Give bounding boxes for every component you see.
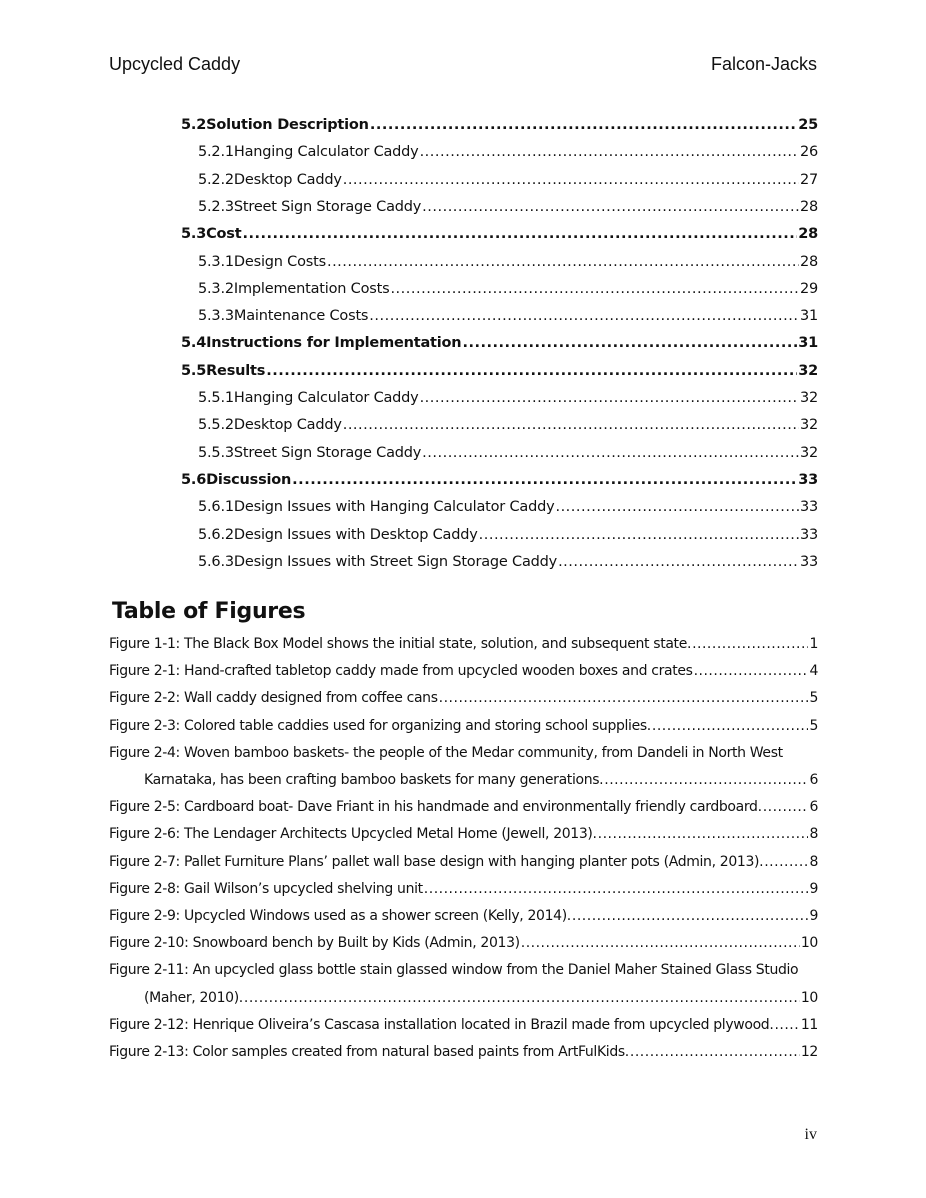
toc-entry-title: Cost: [206, 226, 242, 243]
toc-entry-title: Maintenance Costs: [233, 308, 369, 325]
toc-entry-title: Solution Description: [206, 117, 369, 133]
toc-entry[interactable]: [181, 226, 818, 246]
toc-entry-number: 5.5: [181, 362, 207, 379]
toc-leader-dots: [422, 199, 799, 215]
toc-leader-dots: [555, 499, 798, 515]
toc-entry[interactable]: [198, 199, 818, 219]
toc-entry-title: Design Issues with Desktop Caddy: [233, 526, 478, 543]
figure-entry-title: Figure 2-5: Cardboard boat- Dave Friant in his handmade and environmentally friendly cardboard.: [109, 799, 762, 816]
figure-entry-page: 9: [809, 908, 818, 924]
figure-entry-title: Figure 2-3: Colored table caddies used for organizing and storing school supplies.: [109, 717, 651, 734]
figure-leader-dots: [764, 854, 808, 870]
toc-entry-page: 33: [799, 499, 818, 516]
toc-leader-dots: [420, 390, 799, 406]
toc-entry-page: 25: [798, 117, 818, 133]
toc-entry-number: 5.2.1: [198, 144, 234, 161]
figure-entry[interactable]: [144, 772, 818, 788]
figure-entry-title: Figure 2-6: The Lendager Architects Upcycled Metal Home (Jewell, 2013).: [109, 826, 597, 843]
figure-entry-title: Figure 2-8: Gail Wilson’s upcycled shelving unit: [109, 880, 423, 897]
toc-entry[interactable]: [198, 499, 818, 519]
toc-entry-number: 5.5.2: [198, 417, 234, 434]
toc-entry-title: Street Sign Storage Caddy: [233, 198, 422, 215]
toc-entry-page: 32: [799, 417, 818, 434]
figure-leader-dots: [244, 990, 800, 1006]
toc-entry-page: 32: [799, 444, 818, 461]
figure-entry-page: 6: [809, 772, 818, 788]
figure-leader-dots: [604, 772, 808, 788]
page-number: iv: [804, 1126, 817, 1143]
toc-entry-number: 5.3.1: [198, 253, 234, 270]
toc-entry-title: Street Sign Storage Caddy: [233, 444, 422, 461]
figure-entry-page: 5: [809, 690, 818, 707]
toc-entry-title: Implementation Costs: [233, 280, 390, 297]
figure-leader-dots: [439, 690, 809, 706]
figure-entry-page: 6: [809, 799, 818, 816]
figure-entry[interactable]: [109, 1017, 818, 1033]
toc-leader-dots: [558, 554, 799, 570]
figure-leader-dots: [692, 636, 808, 652]
figure-entry-page: 9: [809, 880, 818, 897]
toc-entry-page: 33: [799, 526, 818, 543]
table-of-figures-heading: Table of Figures: [112, 599, 306, 624]
figure-leader-dots: [694, 663, 809, 679]
toc-entry[interactable]: [181, 472, 818, 492]
page-header-left: Upcycled Caddy: [109, 54, 241, 74]
toc-entry-number: 5.5.1: [198, 390, 234, 406]
toc-leader-dots: [390, 281, 798, 297]
figure-entry-page: 11: [800, 1016, 818, 1033]
toc-entry-number: 5.2.2: [198, 171, 234, 188]
figure-entry[interactable]: [109, 854, 818, 870]
figure-entry-page: 1: [809, 636, 818, 652]
figure-entry[interactable]: [109, 908, 818, 924]
figure-entry[interactable]: [109, 935, 818, 951]
figure-entry-title: Figure 1-1: The Black Box Model shows the initial state, solution, and subsequent state.: [109, 636, 692, 652]
toc-entry-title: Desktop Caddy: [233, 417, 342, 434]
figure-entry[interactable]: [109, 718, 818, 734]
figure-leader-dots: [424, 881, 809, 897]
figure-entry-title[interactable]: Figure 2-11: An upcycled glass bottle stain glassed window from the Daniel Maher Stained Glass Studio: [109, 962, 799, 979]
toc-entry[interactable]: [198, 308, 818, 328]
toc-leader-dots: [370, 117, 797, 133]
figure-entry-title: Figure 2-9: Upcycled Windows used as a shower screen (Kelly, 2014).: [109, 908, 571, 924]
figure-entry-page: 10: [800, 989, 818, 1006]
toc-entry-page: 33: [799, 553, 818, 570]
toc-entry-page: 28: [798, 226, 818, 243]
toc-leader-dots: [369, 308, 799, 324]
toc-leader-dots: [242, 226, 797, 242]
toc-entry[interactable]: [198, 390, 818, 410]
figure-entry[interactable]: [109, 881, 818, 897]
toc-entry-number: 5.2: [181, 117, 207, 133]
toc-entry-title: Discussion: [206, 471, 292, 488]
figure-entry-page: 8: [809, 853, 818, 870]
toc-entry-page: 28: [799, 253, 818, 270]
figure-leader-dots: [763, 799, 809, 815]
figure-entry-title: Figure 2-1: Hand-crafted tabletop caddy made from upcycled wooden boxes and crates: [109, 663, 693, 680]
toc-entry[interactable]: [198, 281, 818, 301]
figure-entry[interactable]: [109, 636, 818, 652]
figure-leader-dots: [572, 908, 809, 924]
toc-entry[interactable]: [198, 527, 818, 547]
toc-entry-number: 5.5.3: [198, 444, 234, 461]
toc-entry-number: 5.6.3: [198, 553, 234, 570]
toc-entry[interactable]: [198, 445, 818, 465]
toc-entry-number: 5.6: [181, 471, 207, 488]
toc-leader-dots: [422, 445, 799, 461]
toc-entry-page: 29: [799, 280, 818, 297]
figure-entry[interactable]: [109, 690, 818, 706]
figure-entry-page: 10: [800, 935, 818, 952]
toc-leader-dots: [343, 172, 799, 188]
toc-entry-page: 27: [799, 171, 818, 188]
toc-entry-title: Design Issues with Street Sign Storage Caddy: [233, 553, 558, 570]
toc-entry[interactable]: [198, 144, 818, 164]
figure-leader-dots: [774, 1017, 799, 1033]
figure-entry-title: Karnataka, has been crafting bamboo baskets for many generations.: [144, 772, 604, 788]
toc-entry-number: 5.4: [181, 335, 207, 352]
figure-leader-dots: [630, 1044, 800, 1060]
toc-leader-dots: [479, 527, 799, 543]
toc-entry-page: 32: [798, 362, 818, 379]
toc-entry[interactable]: [181, 363, 818, 383]
toc-entry-title: Design Issues with Hanging Calculator Caddy: [233, 499, 555, 516]
figure-entry-title: Figure 2-7: Pallet Furniture Plans’ pallet wall base design with hanging planter pots (Admin, 2013).: [109, 853, 764, 870]
toc-entry-page: 31: [799, 308, 818, 325]
toc-entry[interactable]: [198, 417, 818, 437]
toc-leader-dots: [327, 254, 799, 270]
toc-entry-page: 32: [799, 390, 818, 406]
figure-entry-page: 8: [809, 826, 818, 843]
figure-entry[interactable]: [109, 1044, 818, 1060]
page-header-right: Falcon-Jacks: [710, 54, 817, 74]
toc-entry-title: Hanging Calculator Caddy: [233, 144, 419, 161]
toc-entry-number: 5.3.2: [198, 280, 234, 297]
figure-leader-dots: [598, 826, 809, 842]
figure-entry-title: Figure 2-13: Color samples created from natural based paints from ArtFulKids.: [109, 1044, 629, 1060]
toc-entry-title: Results: [206, 362, 266, 379]
toc-entry[interactable]: [181, 117, 818, 137]
toc-entry-number: 5.2.3: [198, 198, 234, 215]
figure-entry-page: 12: [800, 1044, 818, 1060]
figure-entry[interactable]: [109, 663, 818, 679]
toc-entry[interactable]: [181, 335, 818, 355]
toc-entry-title: Instructions for Implementation: [206, 335, 462, 352]
toc-entry-title: Design Costs: [233, 253, 326, 270]
toc-entry-page: 31: [798, 335, 818, 352]
figure-entry[interactable]: [109, 799, 818, 815]
figure-entry-title: (Maher, 2010).: [144, 989, 243, 1006]
toc-leader-dots: [266, 363, 797, 379]
toc-entry-title: Desktop Caddy: [233, 171, 342, 188]
toc-leader-dots: [462, 335, 797, 351]
toc-entry-number: 5.3: [181, 226, 207, 243]
toc-entry[interactable]: [198, 554, 818, 574]
toc-leader-dots: [343, 417, 799, 433]
toc-entry-page: 26: [799, 144, 818, 161]
figure-entry[interactable]: [109, 826, 818, 842]
figure-entry-title: Figure 2-12: Henrique Oliveira’s Cascasa installation located in Brazil made from upcycled plywood.: [109, 1016, 774, 1033]
figure-entry-title: Figure 2-10: Snowboard bench by Built by Kids (Admin, 2013): [109, 935, 520, 952]
figure-entry[interactable]: [144, 990, 818, 1006]
toc-entry-number: 5.3.3: [198, 308, 234, 325]
toc-entry[interactable]: [198, 254, 818, 274]
toc-entry-title: Hanging Calculator Caddy: [233, 390, 419, 406]
toc-entry-page: 28: [799, 198, 818, 215]
figure-entry-title[interactable]: Figure 2-4: Woven bamboo baskets- the people of the Medar community, from Dandeli in North West: [109, 744, 783, 761]
toc-leader-dots: [420, 144, 799, 160]
figure-entry-page: 4: [809, 663, 818, 680]
toc-entry-number: 5.6.2: [198, 526, 234, 543]
toc-entry-number: 5.6.1: [198, 499, 234, 516]
figure-leader-dots: [652, 718, 809, 734]
toc-entry-page: 33: [798, 471, 818, 488]
figure-entry-page: 5: [809, 717, 818, 734]
toc-entry[interactable]: [198, 172, 818, 192]
toc-leader-dots: [292, 472, 797, 488]
figure-entry-title: Figure 2-2: Wall caddy designed from coffee cans: [109, 690, 438, 707]
figure-leader-dots: [521, 935, 800, 951]
